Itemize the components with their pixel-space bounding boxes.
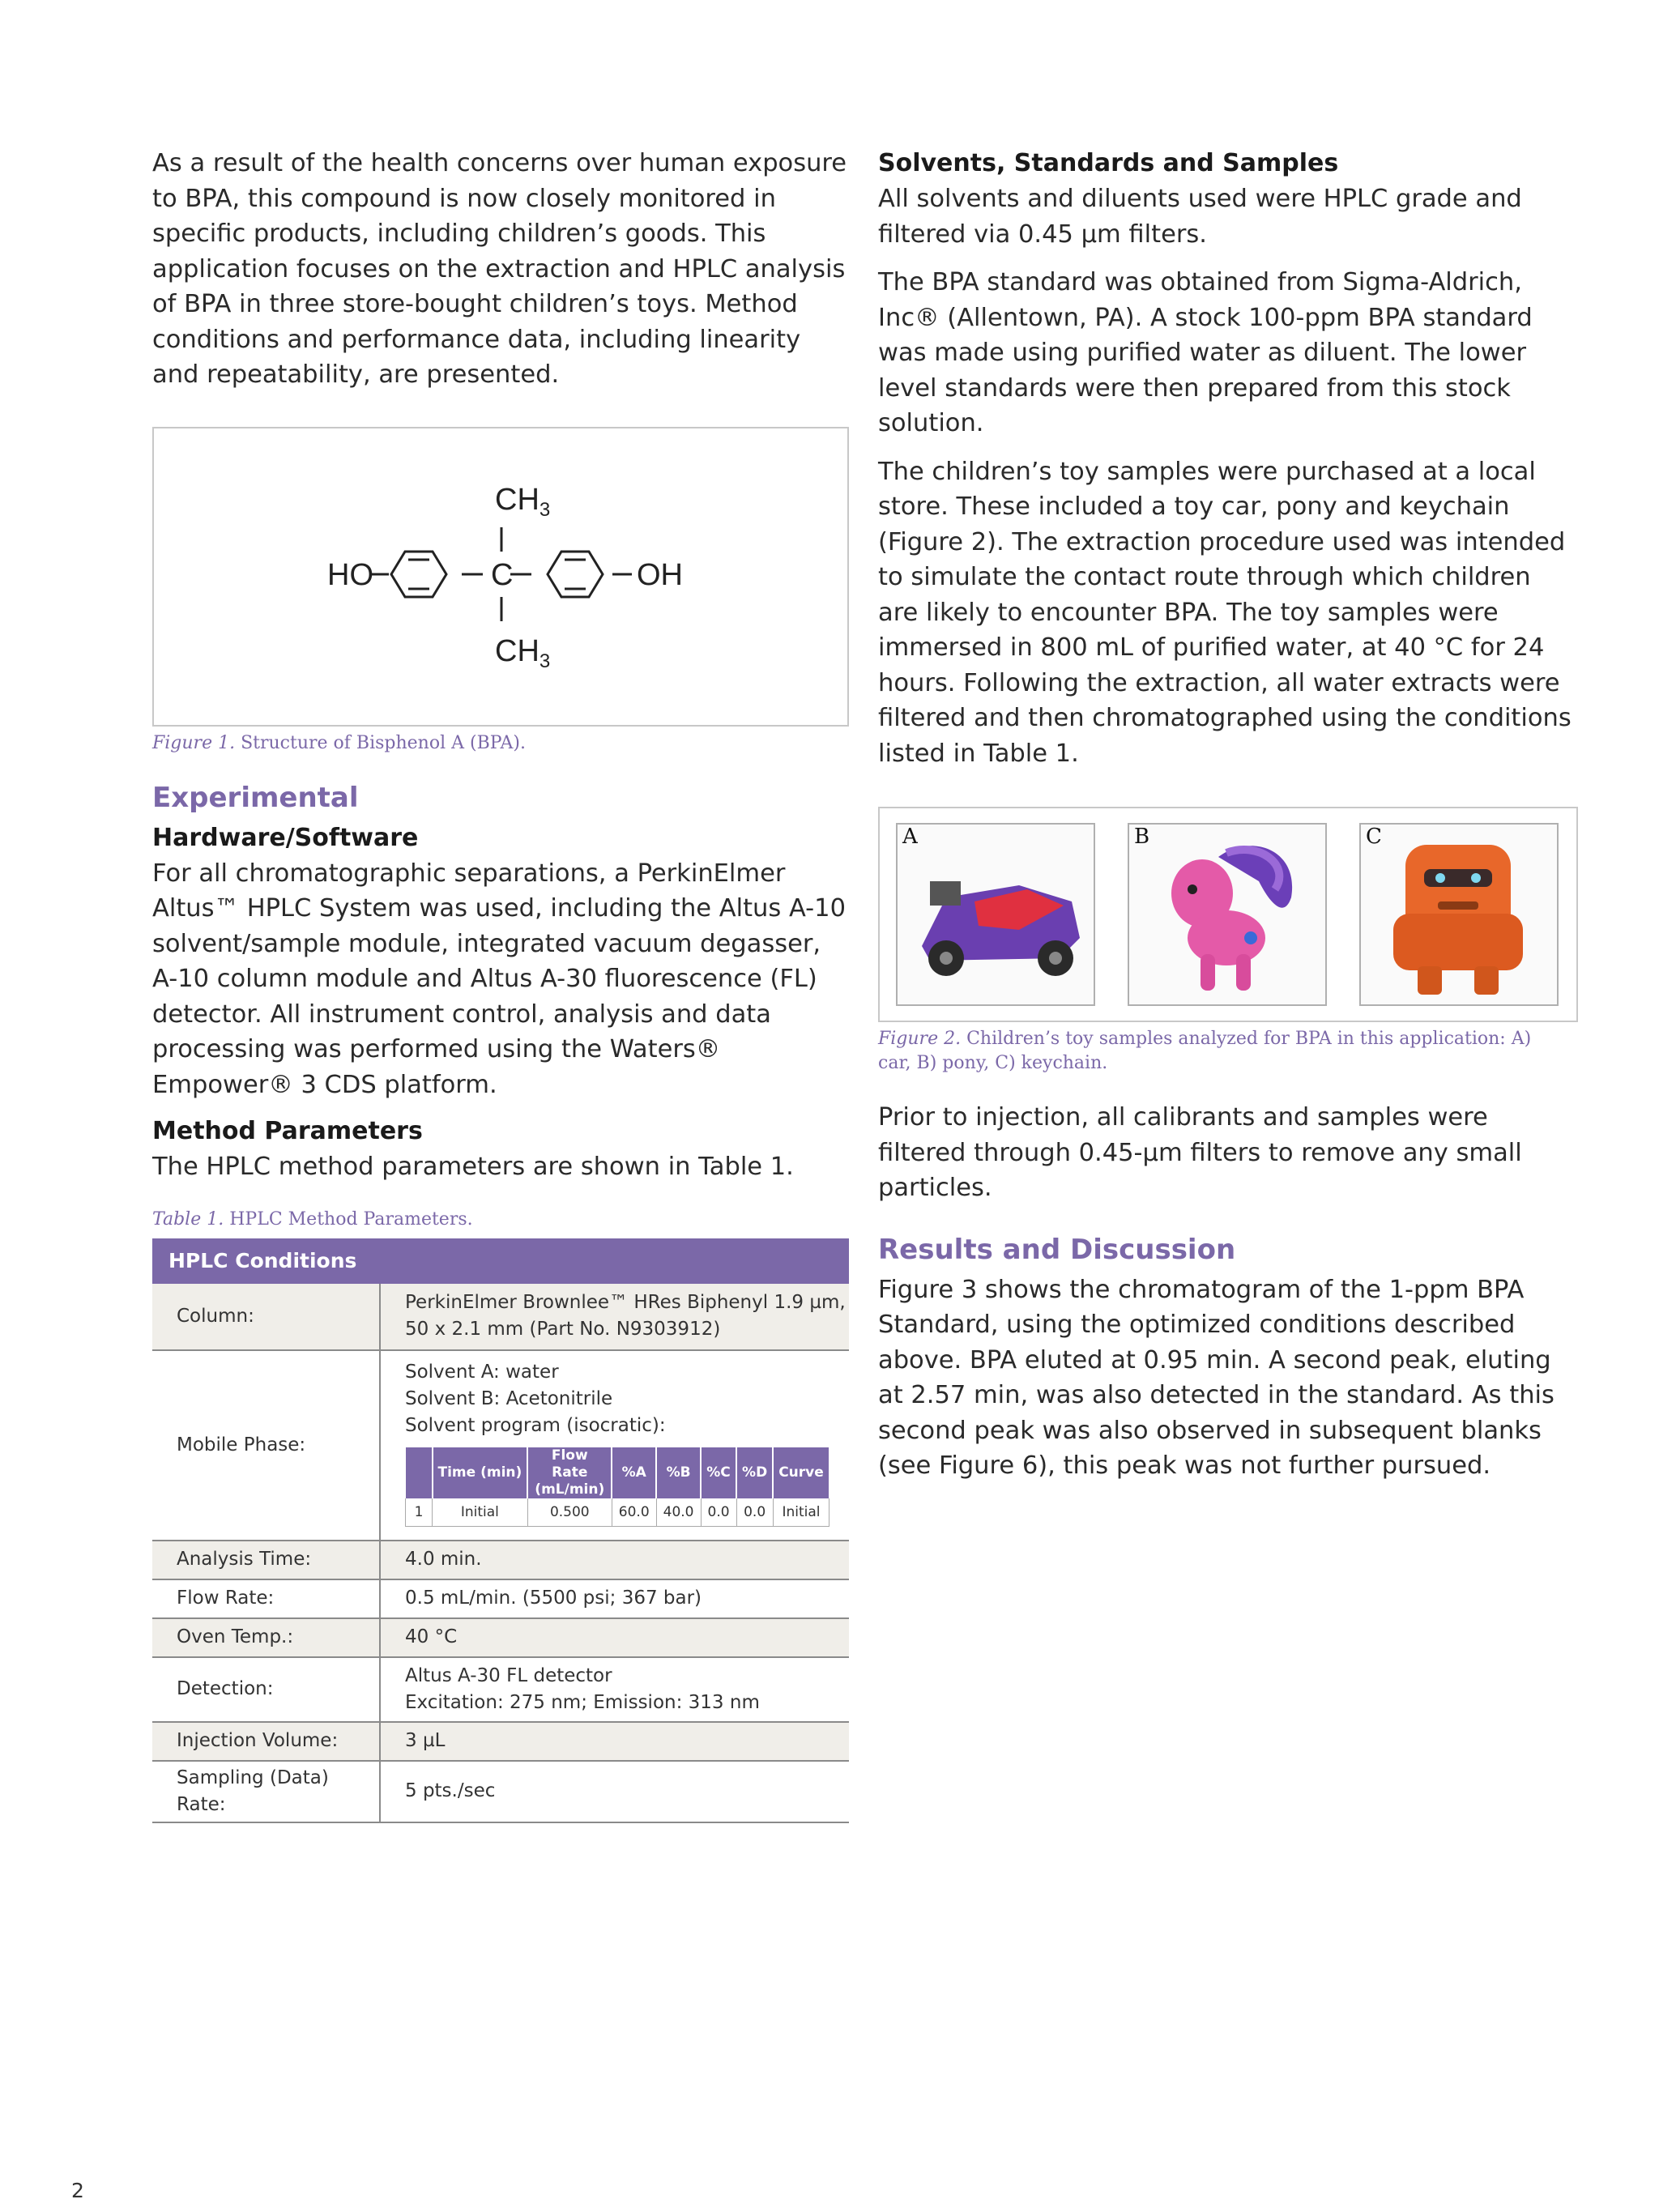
results-heading: Results and Discussion (878, 1233, 1236, 1266)
photo-label-c: C (1366, 825, 1382, 849)
table-row: Flow Rate: 0.5 mL/min. (5500 psi; 367 bar) (152, 1579, 849, 1618)
figure-2-toys (878, 807, 1578, 1022)
table-row: Column: PerkinElmer Brownlee™ HRes Biphenyl 1.9 µm, 50 x 2.1 mm (Part No. N9303912) (152, 1284, 849, 1350)
intro-paragraph: As a result of the health concerns over human exposure to BPA, this compound is now closely monitored in specific products, including children’s goods. This application focuses on the extraction and HPLC analysis of BPA in three store-bought children’s toys. Method conditions and performance data, including linearity and repeatability, are presented. (152, 149, 847, 389)
method-paragraph: The HPLC method parameters are shown in Table 1. (152, 1153, 794, 1181)
figure-1-structure (152, 427, 849, 727)
filtering-paragraph: Prior to injection, all calibrants and samples were filtered through 0.45-µm filters to remove any small particles. (878, 1103, 1522, 1202)
toy-pony-photo (1128, 823, 1327, 1006)
method-heading: Method Parameters (152, 1117, 423, 1145)
figure-1-caption: Figure 1. Structure of Bisphenol A (BPA). (152, 732, 527, 753)
hardware-heading: Hardware/Software (152, 823, 419, 852)
hydroxyl-right-label: OH (637, 557, 683, 592)
experimental-heading: Experimental (152, 781, 359, 814)
central-carbon-label: C (491, 557, 514, 592)
table-row: Sampling (Data) Rate: 5 pts./sec (152, 1761, 849, 1822)
table-row: Analysis Time: 4.0 min. (152, 1541, 849, 1579)
toy-samples-paragraph: The children’s toy samples were purchased at a local store. These included a toy car, pony and keychain (Figure 2). The extraction procedure used was intended to simulate the contact route through which children are likely to encounter BPA. The toy samples were immersed in 800 mL of purified water, at 40 °C for 24 hours. Following the extraction, all water extracts were filtered and then chromatographed using the conditions listed in Table 1. (878, 457, 1572, 768)
benzene-ring-right (548, 552, 603, 597)
right-column (878, 146, 1578, 1484)
photo-label-b: B (1134, 825, 1150, 849)
bpa-standard-paragraph: The BPA standard was obtained from Sigma-Aldrich, Inc® (Allentown, PA). A stock 100-ppm BPA standard was made using purified water as diluent. The lower level standards were then prepared from this stock solution. (878, 268, 1533, 437)
hardware-paragraph: For all chromatographic separations, a PerkinElmer Altus™ HPLC System was used, including the Altus A-10 solvent/sample module, integrated vacuum degasser, A-10 column module and Altus A-30 fluorescence (FL) detector. All instrument control, analysis and data processing was performed using the Waters® Empower® 3 CDS platform. (152, 859, 846, 1099)
figure-2-caption: Figure 2. Children’s toy samples analyzed for BPA in this application: A) car, B) pony, C) keychain. (878, 1029, 1532, 1073)
bottom-methyl-label: $CH_3$ (495, 633, 551, 672)
table-row: Oven Temp.: 40 °C (152, 1618, 849, 1657)
table-header: HPLC Conditions (152, 1238, 849, 1284)
table-row: Detection: Altus A-30 FL detector Excitation: 275 nm; Emission: 313 nm (152, 1657, 849, 1722)
toy-car-photo (896, 823, 1095, 1006)
table-1-caption: Table 1. HPLC Method Parameters. (152, 1208, 473, 1230)
bpa-structure-diagram (154, 428, 847, 725)
hydroxyl-left-label: HO (327, 557, 373, 592)
table-row: Mobile Phase: Solvent A: water Solvent B: Acetonitrile Solvent program (isocratic): Time (min) Flow Rate (mL/min) %A %B %C %D Curve 1 Initial 0.500 60.0 40.0 0.0 0.0 Initial (152, 1350, 849, 1541)
results-paragraph: Figure 3 shows the chromatogram of the 1-ppm BPA Standard, using the optimized conditions described above. BPA eluted at 0.95 min. A second peak, eluting at 2.57 min, was also detected in the standard. As this second peak was also observed in subsequent blanks (see Figure 6), this peak was not further pursued. (878, 1275, 1555, 1480)
photo-label-a: A (902, 825, 918, 849)
solvent-program-table: Time (min) Flow Rate (mL/min) %A %B %C %D Curve 1 Initial 0.500 60.0 40.0 0.0 0.0 Initial (405, 1447, 830, 1527)
top-methyl-label: $CH_3$ (495, 482, 551, 521)
hplc-conditions-table (152, 1238, 849, 1823)
benzene-ring-left (391, 552, 446, 597)
left-column (152, 146, 849, 1823)
toy-keychain-photo (1359, 823, 1559, 1006)
solvents-heading: Solvents, Standards and Samples (878, 149, 1339, 177)
table-row: Injection Volume: 3 µL (152, 1722, 849, 1761)
page-number: 2 (71, 2179, 84, 2202)
solvents-paragraph: All solvents and diluents used were HPLC grade and filtered via 0.45 µm filters. (878, 185, 1522, 249)
